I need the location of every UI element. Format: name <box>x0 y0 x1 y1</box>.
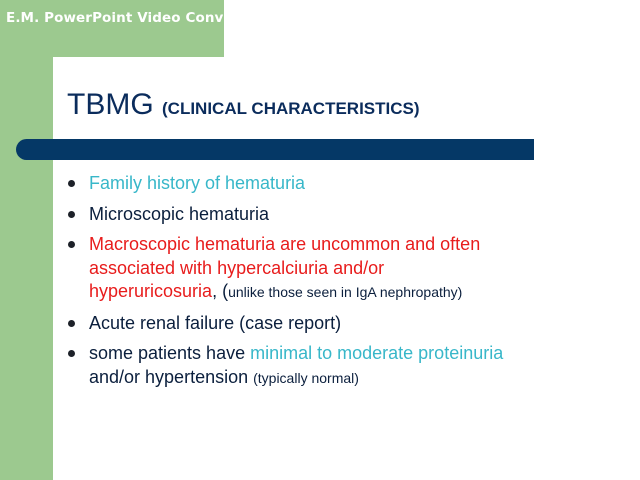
bullet-dot-icon <box>68 211 75 218</box>
bullet-dot-icon <box>68 180 75 187</box>
bullet-list <box>66 172 586 397</box>
bullet-text-punct: , ( <box>212 281 229 301</box>
bullet-dot-icon <box>68 241 75 248</box>
slide-title-sub: (CLINICAL CHARACTERISTICS) <box>162 99 420 118</box>
bullet-item <box>66 233 586 305</box>
slide-title-main: TBMG <box>67 88 154 121</box>
bullet-item <box>66 172 586 196</box>
slide-title <box>67 88 420 122</box>
bullet-item <box>66 203 586 227</box>
bullet-text-highlight: minimal to moderate proteinuria <box>250 343 504 363</box>
slide-top-band <box>0 0 224 57</box>
bullet-text: Microscopic hematuria <box>89 203 270 224</box>
slide-sidebar <box>0 0 53 480</box>
bullet-text: and/or hypertension <box>89 366 254 387</box>
bullet-text: Family history of hematuria <box>89 173 306 193</box>
bullet-text-line: associated with hypercalciuria and/or <box>89 257 385 278</box>
title-divider-bar <box>16 139 534 160</box>
bullet-dot-icon <box>68 320 75 327</box>
bullet-text-note: (typically normal) <box>253 369 359 386</box>
bullet-text: Acute renal failure (case report) <box>89 312 342 333</box>
bullet-text-line: Macroscopic hematuria are uncommon and often <box>89 234 481 254</box>
bullet-item <box>66 312 586 336</box>
converter-watermark: E.M. PowerPoint Video Converter <box>6 10 263 26</box>
bullet-text-highlight: hyperuricosuria <box>89 281 213 301</box>
bullet-item <box>66 342 586 390</box>
bullet-text-note: unlike those seen in IgA nephropathy) <box>228 284 463 300</box>
bullet-dot-icon <box>68 350 75 357</box>
bullet-text: some patients have <box>89 343 251 363</box>
